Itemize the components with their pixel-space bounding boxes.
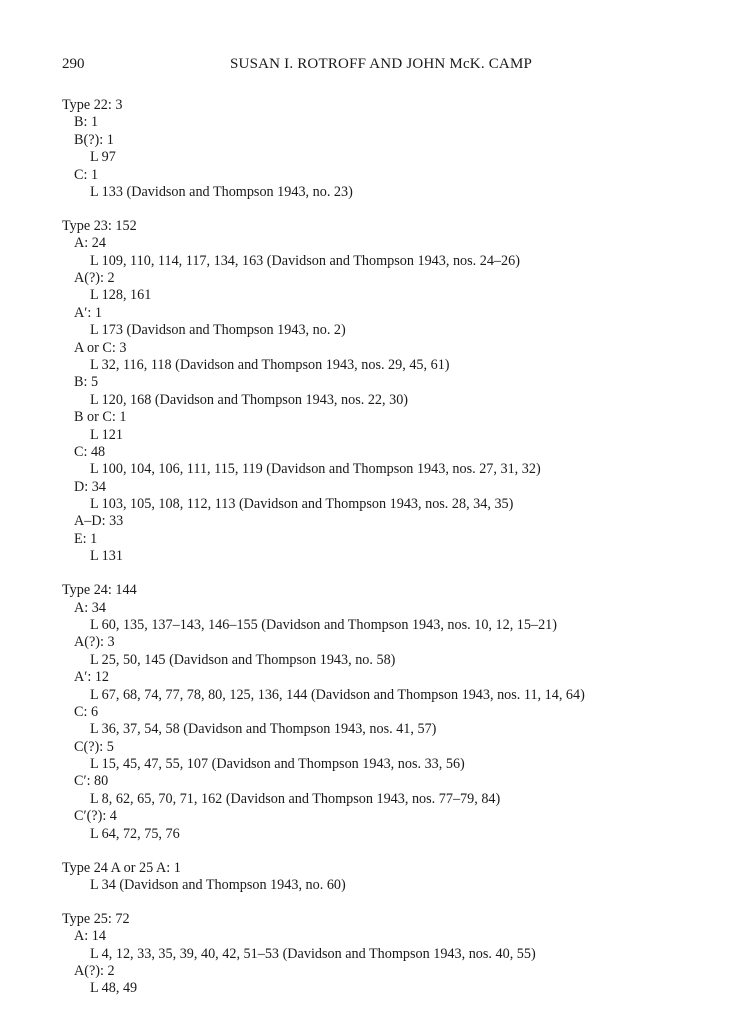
variant-count: A: 34 (74, 599, 106, 616)
type-group (62, 911, 722, 998)
type-heading: Type 22: 3 (62, 97, 123, 113)
type-group (62, 860, 722, 895)
variant-count: C: 6 (74, 703, 99, 720)
variant-count: A(?): 2 (74, 270, 115, 287)
catalogue-entry: L 8, 62, 65, 70, 71, 162 (Davidson and Thompson 1943, nos. 77–79, 84) (90, 790, 501, 807)
type-heading: Type 24 A or 25 A: 1 (62, 859, 181, 876)
variant-count: A: 14 (74, 928, 106, 945)
type-heading: Type 24: 144 (62, 582, 137, 599)
catalogue-entry: L 133 (Davidson and Thompson 1943, no. 23) (90, 183, 353, 200)
variant-count: B or C: 1 (74, 409, 127, 426)
catalogue-entry: L 48, 49 (90, 980, 138, 997)
variant-count: B: 1 (74, 114, 99, 131)
catalogue-entry: L 120, 168 (Davidson and Thompson 1943, nos. 22, 30) (90, 391, 409, 408)
page-header (0, 56, 751, 76)
type-group (62, 97, 722, 201)
catalogue-entry: L 32, 116, 118 (Davidson and Thompson 1943, nos. 29, 45, 61) (90, 356, 450, 373)
variant-count: C: 48 (74, 443, 106, 460)
page-number: 290 (62, 56, 85, 72)
catalogue-entry: L 100, 104, 106, 111, 115, 119 (Davidson and Thompson 1943, nos. 27, 31, 32) (90, 461, 541, 478)
catalogue-entry: L 103, 105, 108, 112, 113 (Davidson and Thompson 1943, nos. 28, 34, 35) (90, 496, 514, 513)
catalogue-entry: L 34 (Davidson and Thompson 1943, no. 60) (90, 876, 346, 893)
variant-count: A–D: 33 (74, 513, 124, 530)
variant-count: A or C: 3 (74, 339, 127, 356)
catalogue-entry: L 64, 72, 75, 76 (90, 825, 180, 842)
type-heading: Type 25: 72 (62, 910, 130, 927)
catalogue-entry: L 173 (Davidson and Thompson 1943, no. 2) (90, 322, 346, 339)
variant-count: C: 1 (74, 166, 99, 183)
variant-count: A(?): 3 (74, 634, 115, 651)
catalogue-entry: L 121 (90, 426, 123, 443)
catalogue-entry: L 67, 68, 74, 77, 78, 80, 125, 136, 144 (Davidson and Thompson 1943, nos. 11, 14, 64) (90, 686, 585, 703)
variant-count: A(?): 2 (74, 962, 115, 979)
catalogue-entry: L 128, 161 (90, 287, 152, 304)
variant-count: C′(?): 4 (74, 808, 117, 825)
catalogue-entry: L 109, 110, 114, 117, 134, 163 (Davidson and Thompson 1943, nos. 24–26) (90, 252, 520, 269)
catalogue-entry: L 15, 45, 47, 55, 107 (Davidson and Thompson 1943, nos. 33, 56) (90, 756, 465, 773)
variant-count: A′: 12 (74, 669, 110, 686)
variant-count: A′: 1 (74, 304, 102, 321)
catalogue-entry: L 60, 135, 137–143, 146–155 (Davidson and Thompson 1943, nos. 10, 12, 15–21) (90, 616, 557, 633)
catalogue-entry: L 36, 37, 54, 58 (Davidson and Thompson 1943, nos. 41, 57) (90, 721, 437, 738)
catalogue-entry: L 4, 12, 33, 35, 39, 40, 42, 51–53 (Davidson and Thompson 1943, nos. 40, 55) (90, 945, 536, 962)
variant-count: C(?): 5 (74, 738, 114, 755)
variant-count: A: 24 (74, 235, 106, 252)
type-catalogue-list (62, 97, 722, 1014)
variant-count: B(?): 1 (74, 131, 114, 148)
running-head: SUSAN I. ROTROFF AND JOHN McK. CAMP (230, 56, 533, 72)
catalogue-entry: L 25, 50, 145 (Davidson and Thompson 1943, no. 58) (90, 651, 396, 668)
type-heading: Type 23: 152 (62, 217, 137, 234)
type-group (62, 582, 722, 843)
variant-count: B: 5 (74, 374, 99, 391)
type-group (62, 218, 722, 566)
catalogue-entry: L 97 (90, 149, 116, 166)
variant-count: E: 1 (74, 530, 98, 547)
variant-count: D: 34 (74, 478, 106, 495)
variant-count: C′: 80 (74, 773, 109, 790)
catalogue-entry: L 131 (90, 548, 123, 565)
